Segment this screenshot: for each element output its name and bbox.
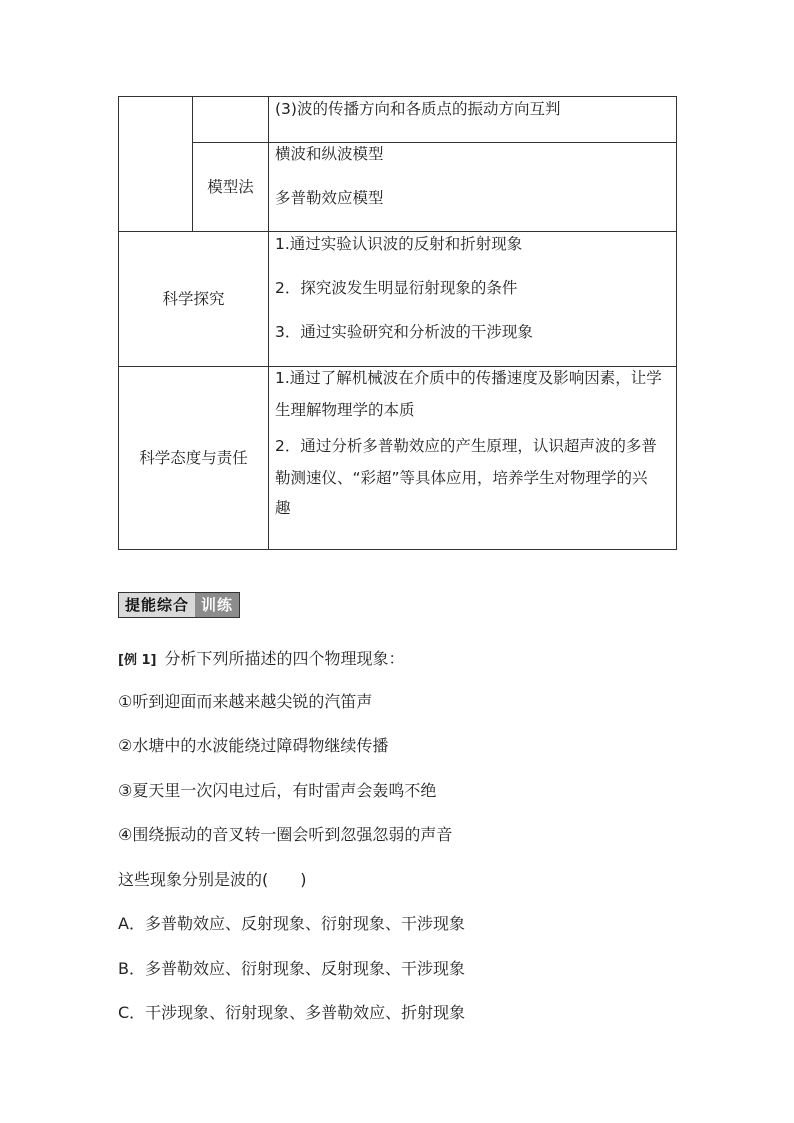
content-line: 1.通过实验认识波的反射和折射现象 xyxy=(275,235,523,253)
category-cell: 科学探究 xyxy=(119,232,269,367)
category-cell: 科学态度与责任 xyxy=(119,367,269,550)
section-label xyxy=(118,592,240,618)
table-row xyxy=(119,97,677,143)
section-label-main: 提能综合 xyxy=(119,593,195,617)
phenomenon-item: ①听到迎面而来越来越尖锐的汽笛声 xyxy=(118,692,373,711)
sub-category-cell: 模型法 xyxy=(193,143,269,232)
phenomenon-item: ②水塘中的水波能绕过障碍物继续传播 xyxy=(118,736,389,755)
table-row xyxy=(119,232,677,367)
outline-table xyxy=(118,96,677,550)
content-line: 1.通过了解机械波在介质中的传播速度及影响因素，让学 xyxy=(275,369,662,387)
content-line: 生理解物理学的本质 xyxy=(275,401,415,419)
content-line: 趣 xyxy=(275,499,291,517)
example-tag: [例 1] xyxy=(118,653,157,668)
content-line: 多普勒效应模型 xyxy=(275,189,384,207)
content-line: 3．通过实验研究和分析波的干涉现象 xyxy=(275,323,533,341)
content-line: (3)波的传播方向和各质点的振动方向互判 xyxy=(275,100,561,118)
answer-option-c: C．干涉现象、衍射现象、多普勒效应、折射现象 xyxy=(118,1003,466,1022)
content-cell xyxy=(269,97,677,143)
phenomenon-item: ④围绕振动的音叉转一圈会听到忽强忽弱的声音 xyxy=(118,825,453,844)
content-cell xyxy=(269,367,677,550)
content-line: 横波和纵波模型 xyxy=(275,145,384,163)
content-cell xyxy=(269,232,677,367)
content-cell xyxy=(269,143,677,232)
example-intro-text: 分析下列所描述的四个物理现象： xyxy=(164,649,405,668)
phenomenon-item: ③夏天里一次闪电过后，有时雷声会轰鸣不绝 xyxy=(118,781,437,800)
content-line: 2．探究波发生明显衍射现象的条件 xyxy=(275,279,518,297)
content-line: 勒测速仪、“彩超”等具体应用，培养学生对物理学的兴 xyxy=(275,469,648,487)
section-label-tag: 训练 xyxy=(195,593,239,617)
table-row xyxy=(119,143,677,232)
sub-cell-empty xyxy=(193,97,269,143)
content-line: 2．通过分析多普勒效应的产生原理，认识超声波的多普 xyxy=(275,437,657,455)
question-stem: 这些现象分别是波的( ) xyxy=(118,870,307,889)
category-cell-empty xyxy=(119,97,193,232)
example-intro xyxy=(118,648,404,672)
table-row xyxy=(119,367,677,550)
answer-option-a: A．多普勒效应、反射现象、衍射现象、干涉现象 xyxy=(118,914,465,933)
competency-table xyxy=(118,96,676,550)
answer-option-b: B．多普勒效应、衍射现象、反射现象、干涉现象 xyxy=(118,959,465,978)
